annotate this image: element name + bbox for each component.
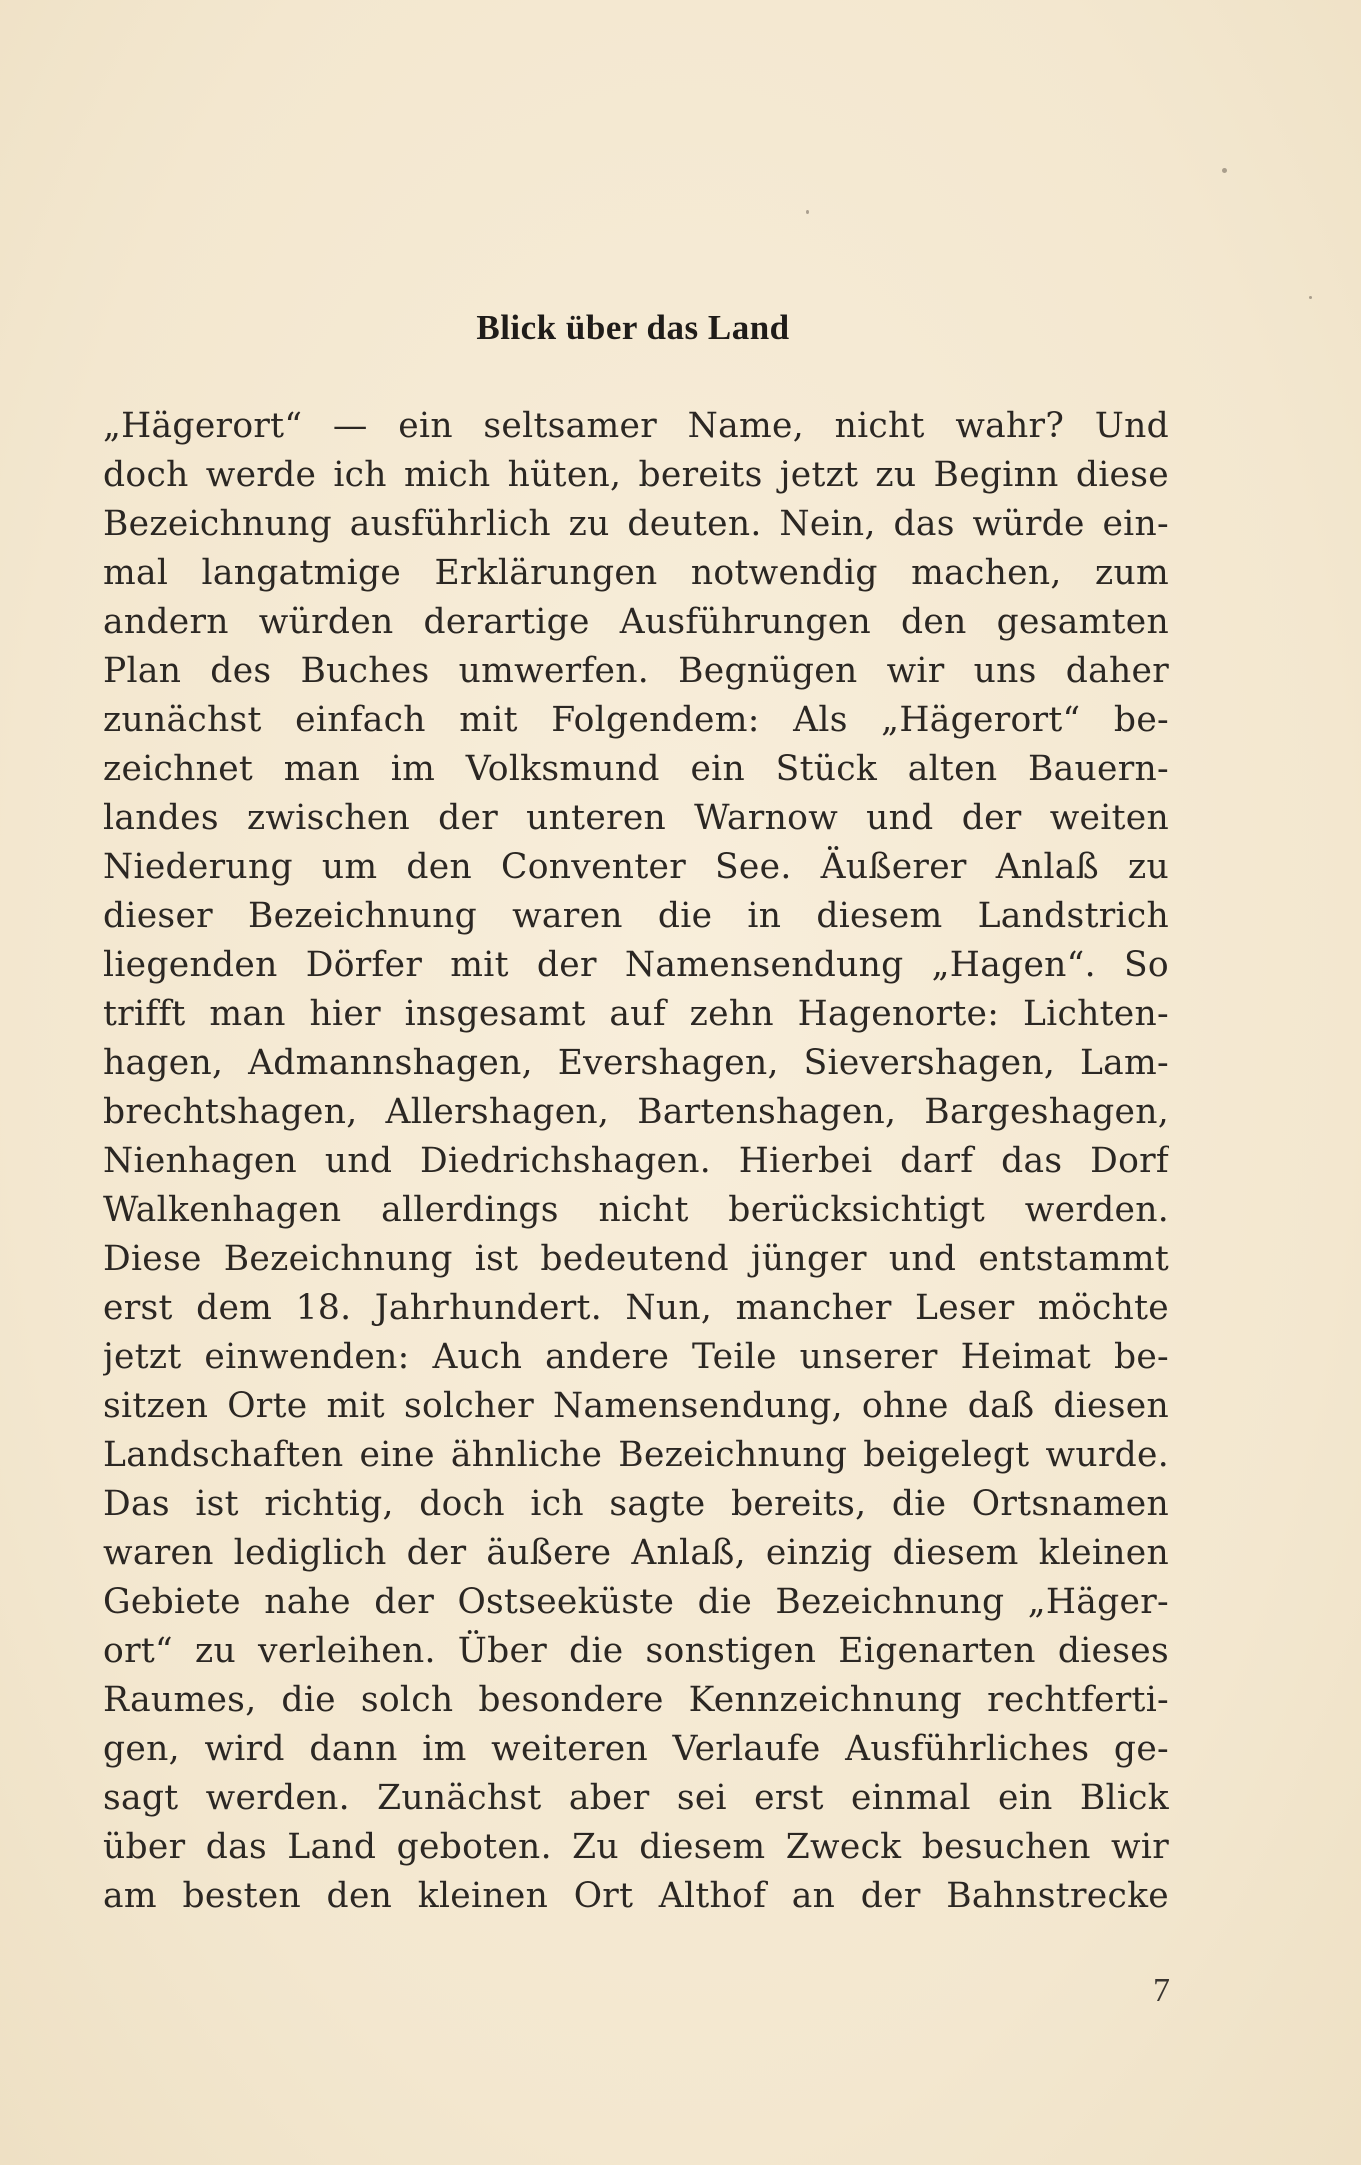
text-line: dieser Bezeichnung waren die in diesem Landstrich [103,896,1169,936]
page-number: 7 [1153,1972,1170,2009]
paper-speck [1309,296,1312,299]
text-line: Landschaften eine ähnliche Bezeichnung beigelegt wurde. [103,1435,1169,1475]
text-line: sitzen Orte mit solcher Namensendung, ohne daß diesen [103,1386,1169,1426]
text-line: hagen, Admannshagen, Evershagen, Sievershagen, Lam- [103,1043,1169,1083]
text-line: brechtshagen, Allershagen, Bartenshagen, Bargeshagen, [103,1092,1169,1132]
text-line: „Hägerort“ — ein seltsamer Name, nicht wahr? Und [103,406,1169,446]
text-line: Raumes, die solch besondere Kennzeichnung rechtferti- [103,1680,1169,1720]
text-line: Niederung um den Conventer See. Äußerer Anlaß zu [103,847,1169,887]
text-line: jetzt einwenden: Auch andere Teile unserer Heimat be- [103,1337,1169,1377]
text-line: Walkenhagen allerdings nicht berücksichtigt werden. [103,1190,1169,1230]
text-line: andern würden derartige Ausführungen den gesamten [103,602,1169,642]
text-line: erst dem 18. Jahrhundert. Nun, mancher Leser möchte [103,1288,1169,1328]
text-line: trifft man hier insgesamt auf zehn Hagenorte: Lichten- [103,994,1169,1034]
chapter-heading: Blick über das Land [476,308,790,347]
text-line: liegenden Dörfer mit der Namensendung „Hagen“. So [103,945,1169,985]
paper-speck [806,210,809,214]
body-text [103,402,1169,1921]
text-line: zeichnet man im Volksmund ein Stück alten Bauern- [103,749,1169,789]
text-line: ort“ zu verleihen. Über die sonstigen Eigenarten dieses [103,1631,1169,1671]
paper-speck [1222,168,1227,173]
text-line: doch werde ich mich hüten, bereits jetzt zu Beginn diese [103,455,1169,495]
text-line: sagt werden. Zunächst aber sei erst einmal ein Blick [103,1778,1169,1818]
text-line: gen, wird dann im weiteren Verlaufe Ausführliches ge- [103,1729,1169,1769]
text-line: Gebiete nahe der Ostseeküste die Bezeichnung „Häger- [103,1582,1169,1622]
text-line: mal langatmige Erklärungen notwendig machen, zum [103,553,1169,593]
text-line: Diese Bezeichnung ist bedeutend jünger und entstammt [103,1239,1169,1279]
text-line: über das Land geboten. Zu diesem Zweck besuchen wir [103,1827,1169,1867]
text-line: Nienhagen und Diedrichshagen. Hierbei darf das Dorf [103,1141,1169,1181]
text-line: landes zwischen der unteren Warnow und der weiten [103,798,1169,838]
text-line: Plan des Buches umwerfen. Begnügen wir uns daher [103,651,1169,691]
text-line: Das ist richtig, doch ich sagte bereits, die Ortsnamen [103,1484,1169,1524]
text-line: Bezeichnung ausführlich zu deuten. Nein, das würde ein- [103,504,1169,544]
text-line: waren lediglich der äußere Anlaß, einzig diesem kleinen [103,1533,1169,1573]
text-line: zunächst einfach mit Folgendem: Als „Hägerort“ be- [103,700,1169,740]
text-line: am besten den kleinen Ort Althof an der Bahnstrecke [103,1876,1169,1916]
